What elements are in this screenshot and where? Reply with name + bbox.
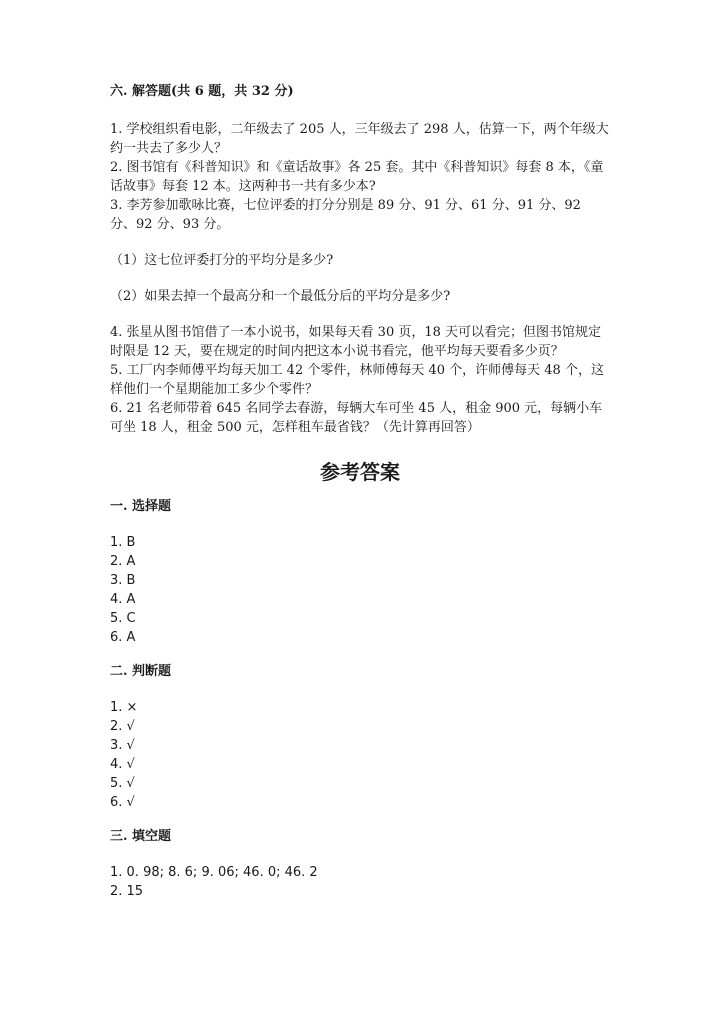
choice-answer-list	[110, 533, 610, 647]
question-3-sub-1: （1）这七位评委打分的平均分是多少?	[110, 253, 334, 268]
list-item: 1. ×	[110, 700, 138, 715]
list-item: 1. 0. 98; 8. 6; 9. 06; 46. 0; 46. 2	[110, 865, 318, 880]
question-4: 4. 张星从图书馆借了一本小说书，如果每天看 30 页，18 天可以看完；但图书馆规定时限是 12 天，要在规定的时间内把这本小说书看完，他平均每天要看多少页？	[110, 325, 602, 359]
list-item: 2. 15	[110, 884, 144, 899]
list-item: 4. √	[110, 757, 135, 772]
question-3: 3. 李芳参加歌咏比赛，七位评委的打分分别是 89 分、91 分、61 分、91 分、92 分、92 分、93 分。	[110, 198, 581, 232]
judge-section-title: 二. 判断题	[110, 664, 172, 679]
judge-answer-list	[110, 698, 610, 812]
list-item: 2. A	[110, 554, 136, 569]
section-6-title: 六. 解答题(共 6 题，共 32 分)	[110, 84, 294, 99]
fill-answer-list	[110, 863, 610, 901]
list-item: 5. √	[110, 776, 135, 791]
answer-key-title: 参考答案	[320, 460, 400, 484]
question-2: 2. 图书馆有《科普知识》和《童话故事》各 25 套。其中《科普知识》每套 8 本，《童话故事》每套 12 本。这两种书一共有多少本?	[110, 160, 604, 194]
question-5: 5. 工厂内李师傅平均每天加工 42 个零件，林师傅每天 40 个，许师傅每天 48 个，这样他们一个星期能加工多少个零件？	[110, 363, 604, 397]
list-item: 2. √	[110, 719, 135, 734]
choice-section-title: 一. 选择题	[110, 499, 172, 514]
question-6: 6. 21 名老师带着 645 名同学去春游，每辆大车可坐 45 人，租金 900 元，每辆小车可坐 18 人，租金 500 元，怎样租车最省钱？（先计算再回答）	[110, 401, 603, 435]
question-1: 1. 学校组织看电影，二年级去了 205 人，三年级去了 298 人，估算一下，两个年级大约一共去了多少人？	[110, 122, 609, 156]
list-item: 6. √	[110, 795, 135, 810]
list-item: 1. B	[110, 535, 136, 550]
list-item: 3. √	[110, 738, 135, 753]
list-item: 5. C	[110, 611, 136, 626]
list-item: 3. B	[110, 573, 136, 588]
document-content	[110, 82, 610, 901]
list-item: 4. A	[110, 592, 136, 607]
fill-section-title: 三. 填空题	[110, 829, 172, 844]
question-3-sub-2: （2）如果去掉一个最高分和一个最低分后的平均分是多少?	[110, 289, 451, 304]
list-item: 6. A	[110, 630, 136, 645]
